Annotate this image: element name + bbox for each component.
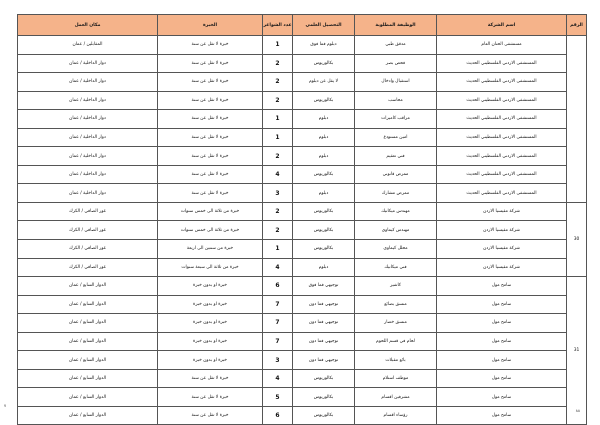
table-row [18, 406, 587, 425]
cell-company: شركة مقيسيا الاردن [437, 240, 567, 259]
cell-vacancies: 2 [263, 221, 293, 240]
cell-vacancies: 7 [263, 332, 293, 351]
cell-company: سامح مول [437, 388, 567, 407]
cell-education: توجيهي فما دون [293, 295, 355, 314]
cell-company: سامح مول [437, 277, 567, 296]
table-row [18, 165, 587, 184]
cell-company: شركة مقيسيا الاردن [437, 202, 567, 221]
cell-vacancies: 1 [263, 110, 293, 129]
cell-work-location: دوار الداخلية / عمان [18, 110, 158, 129]
table-row [18, 277, 587, 296]
cell-experience: خبرة لا تقل عن سنة [158, 54, 263, 73]
cell-experience: خبرة من ثلاثة الى خمس سنوات [158, 202, 263, 221]
cell-company: سامح مول [437, 369, 567, 388]
cell-job-title: فحص بصر [355, 54, 437, 73]
cell-vacancies: 5 [263, 388, 293, 407]
cell-vacancies: 2 [263, 91, 293, 110]
cell-experience: خبرة لا تقل عن سنة [158, 128, 263, 147]
cell-job-title: كاشير [355, 277, 437, 296]
cell-work-location: دوار الداخلية / عمان [18, 147, 158, 166]
cell-job-title: منسق بضائع [355, 295, 437, 314]
cell-education: دبلوم [293, 128, 355, 147]
table-row [18, 314, 587, 333]
cell-work-location: دوار الداخلية / عمان [18, 91, 158, 110]
cell-vacancies: 2 [263, 202, 293, 221]
table-row [18, 369, 587, 388]
header-experience: الخبرة [158, 15, 263, 36]
cell-work-location: غور الصافي / الكرك [18, 240, 158, 259]
cell-education: توجيهي فما دون [293, 314, 355, 333]
cell-vacancies: 7 [263, 295, 293, 314]
cell-job-title: بائع مقبلات [355, 351, 437, 370]
cell-education: بكالوريوس [293, 202, 355, 221]
header-company: اسم الشركة [437, 15, 567, 36]
cell-company: مستشفى الحنان العام [437, 36, 567, 55]
cell-education: دبلوم فما فوق [293, 36, 355, 55]
cell-education: بكالوريوس [293, 406, 355, 425]
cell-company: المستشفى الاردني الفلسطيني الحديث [437, 54, 567, 73]
cell-work-location: غور الصافي / الكرك [18, 202, 158, 221]
cell-company: شركة مقيسيا الاردن [437, 221, 567, 240]
cell-work-location: الدوار السابع / عمان [18, 406, 158, 425]
cell-work-location: غور الصافي / الكرك [18, 221, 158, 240]
cell-experience: خبرة او بدون خبرة [158, 295, 263, 314]
header-vacancies: عدد الشواغر [263, 15, 293, 36]
header-education: التحصيل العلمي [293, 15, 355, 36]
cell-work-location: الدوار السابع / عمان [18, 314, 158, 333]
table-body [18, 36, 587, 425]
cell-job-title: مراقب كاميرات [355, 110, 437, 129]
table-row [18, 147, 587, 166]
cell-job-title: ممرض مشارك [355, 184, 437, 203]
cell-vacancies: 7 [263, 314, 293, 333]
cell-job-title: رؤساء اقسام [355, 406, 437, 425]
cell-work-location: دوار الداخلية / عمان [18, 184, 158, 203]
cell-job-title: ممرض قانوني [355, 165, 437, 184]
cell-experience: خبرة او بدون خبرة [158, 351, 263, 370]
row-group-number: 31 [567, 277, 587, 425]
cell-work-location: الدوار السابع / عمان [18, 295, 158, 314]
cell-education: بكالوريوس [293, 165, 355, 184]
cell-job-title: فني تعقيم [355, 147, 437, 166]
row-group-number: 30 [567, 202, 587, 276]
cell-job-title: لحام في قسم اللحوم [355, 332, 437, 351]
header-job-title: الوظيفة المطلوبة [355, 15, 437, 36]
cell-education: توجيهي فما دون [293, 351, 355, 370]
cell-job-title: فني ميكانيك [355, 258, 437, 277]
cell-education: بكالوريوس [293, 54, 355, 73]
cell-vacancies: 3 [263, 184, 293, 203]
cell-work-location: دوار الداخلية / عمان [18, 165, 158, 184]
cell-experience: خبرة او بدون خبرة [158, 332, 263, 351]
cell-education: دبلوم [293, 147, 355, 166]
cell-experience: خبرة لا تقل عن سنة [158, 165, 263, 184]
cell-vacancies: 2 [263, 147, 293, 166]
cell-company: المستشفى الاردني الفلسطيني الحديث [437, 184, 567, 203]
cell-job-title: مهندس كيماوي [355, 221, 437, 240]
cell-education: دبلوم [293, 258, 355, 277]
cell-company: سامح مول [437, 314, 567, 333]
table-row [18, 110, 587, 129]
cell-experience: خبرة من ثلاثة الى سبعة سنوات [158, 258, 263, 277]
cell-work-location: دوار الداخلية / عمان [18, 73, 158, 92]
cell-vacancies: 4 [263, 165, 293, 184]
table-row [18, 258, 587, 277]
cell-education: دبلوم [293, 110, 355, 129]
cell-vacancies: 6 [263, 277, 293, 296]
cell-experience: خبرة من سنتين الى اربعة [158, 240, 263, 259]
cell-company: سامح مول [437, 295, 567, 314]
cell-experience: خبرة لا تقل عن سنة [158, 369, 263, 388]
cell-experience: خبرة من ثلاثة الى خمس سنوات [158, 221, 263, 240]
cell-company: المستشفى الاردني الفلسطيني الحديث [437, 110, 567, 129]
table-row [18, 388, 587, 407]
table-row [18, 221, 587, 240]
table-row [18, 295, 587, 314]
table-row [18, 54, 587, 73]
cell-experience: خبرة او بدون خبرة [158, 277, 263, 296]
jobs-table [17, 14, 587, 425]
cell-education: لا يقل عن دبلوم [293, 73, 355, 92]
cell-education: بكالوريوس [293, 388, 355, 407]
cell-experience: خبرة لا تقل عن سنة [158, 110, 263, 129]
row-group-number [567, 36, 587, 203]
cell-company: المستشفى الاردني الفلسطيني الحديث [437, 165, 567, 184]
cell-vacancies: 4 [263, 369, 293, 388]
cell-experience: خبرة لا تقل عن سنة [158, 184, 263, 203]
table-row [18, 36, 587, 55]
cell-company: المستشفى الاردني الفلسطيني الحديث [437, 128, 567, 147]
cell-work-location: الدوار السابع / عمان [18, 351, 158, 370]
cell-work-location: دوار الداخلية / عمان [18, 54, 158, 73]
cell-education: دبلوم [293, 184, 355, 203]
cell-company: سامح مول [437, 406, 567, 425]
cell-experience: خبرة او بدون خبرة [158, 314, 263, 333]
cell-experience: خبرة لا تقل عن سنة [158, 73, 263, 92]
cell-job-title: محاسب [355, 91, 437, 110]
cell-work-location: دوار الداخلية / عمان [18, 128, 158, 147]
table-row [18, 351, 587, 370]
table-header-row [18, 15, 587, 36]
cell-job-title: امين مستودع [355, 128, 437, 147]
cell-education: بكالوريوس [293, 91, 355, 110]
cell-work-location: غور الصافي / الكرك [18, 258, 158, 277]
cell-company: المستشفى الاردني الفلسطيني الحديث [437, 73, 567, 92]
cell-vacancies: 6 [263, 406, 293, 425]
cell-company: سامح مول [437, 332, 567, 351]
cell-job-title: موظف استلام [355, 369, 437, 388]
cell-work-location: الدوار السابع / عمان [18, 388, 158, 407]
cell-job-title: مدقق طبي [355, 36, 437, 55]
cell-job-title: منسق خضار [355, 314, 437, 333]
cell-company: المستشفى الاردني الفلسطيني الحديث [437, 91, 567, 110]
cell-vacancies: 1 [263, 240, 293, 259]
cell-education: بكالوريوس [293, 221, 355, 240]
page-mark-left: ٧ [4, 403, 7, 408]
table-row [18, 73, 587, 92]
cell-work-location: المقابلين / عمان [18, 36, 158, 55]
cell-experience: خبرة لا تقل عن سنة [158, 36, 263, 55]
cell-company: المستشفى الاردني الفلسطيني الحديث [437, 147, 567, 166]
cell-work-location: الدوار السابع / عمان [18, 332, 158, 351]
cell-company: شركة مقيسيا الاردن [437, 258, 567, 277]
cell-education: بكالوريوس [293, 369, 355, 388]
page-mark-right: ٨٨ [575, 408, 580, 413]
cell-education: توجيهي فما دون [293, 332, 355, 351]
cell-vacancies: 2 [263, 54, 293, 73]
table-row [18, 128, 587, 147]
header-work-location: مكان العمل [18, 15, 158, 36]
cell-work-location: الدوار السابع / عمان [18, 277, 158, 296]
table-row [18, 91, 587, 110]
cell-work-location: الدوار السابع / عمان [18, 369, 158, 388]
table-row [18, 202, 587, 221]
cell-vacancies: 1 [263, 36, 293, 55]
cell-experience: خبرة لا تقل عن سنة [158, 91, 263, 110]
cell-vacancies: 4 [263, 258, 293, 277]
cell-job-title: محلل كيماوي [355, 240, 437, 259]
cell-company: سامح مول [437, 351, 567, 370]
cell-vacancies: 2 [263, 73, 293, 92]
cell-vacancies: 3 [263, 351, 293, 370]
header-number: الرقم [567, 15, 587, 36]
table-row [18, 332, 587, 351]
cell-experience: خبرة لا تقل عن سنة [158, 147, 263, 166]
table-row [18, 240, 587, 259]
table-row [18, 184, 587, 203]
cell-experience: خبرة لا تقل عن سنة [158, 388, 263, 407]
cell-job-title: مشرفين اقسام [355, 388, 437, 407]
cell-experience: خبرة لا تقل عن سنة [158, 406, 263, 425]
cell-job-title: استقبال وادخال [355, 73, 437, 92]
cell-education: بكالوريوس [293, 240, 355, 259]
cell-vacancies: 1 [263, 128, 293, 147]
cell-job-title: مهندس ميكانيك [355, 202, 437, 221]
cell-education: توجيهي فما فوق [293, 277, 355, 296]
